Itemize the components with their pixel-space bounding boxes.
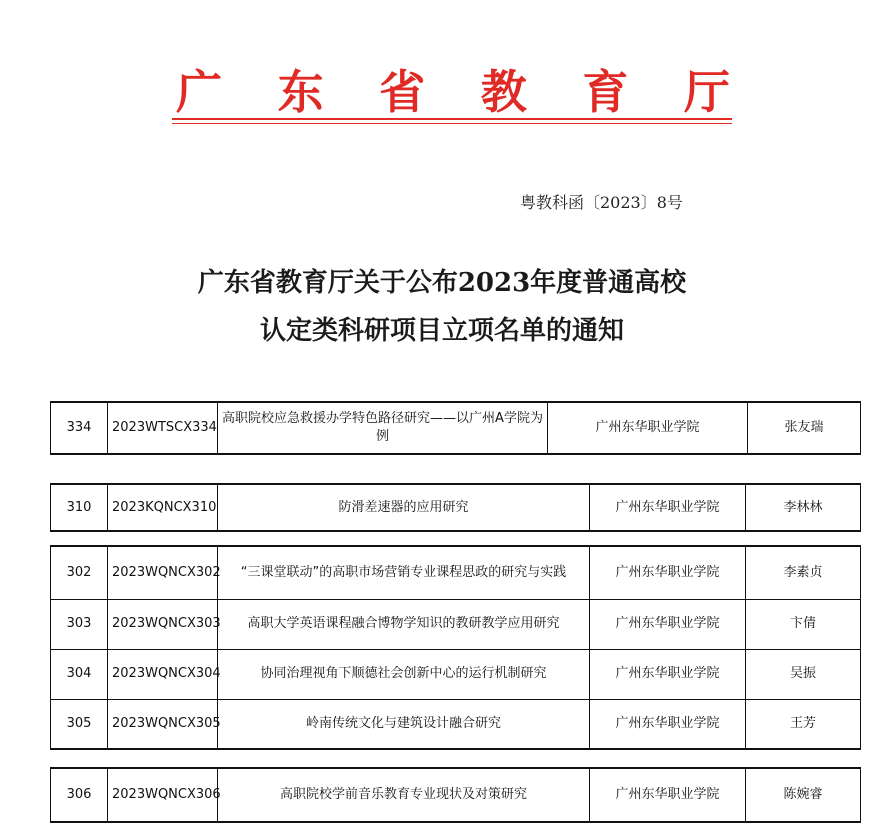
letterhead-char: 厅 bbox=[683, 65, 732, 119]
letterhead-char: 省 bbox=[379, 65, 428, 119]
cell-code: 2023WQNCX302 bbox=[108, 546, 218, 599]
cell-project: 岭南传统文化与建筑设计融合研究 bbox=[218, 699, 590, 749]
cell-leader: 王芳 bbox=[746, 699, 861, 749]
project-table-block bbox=[50, 545, 861, 750]
document-title-line1: 广东省教育厅关于公布2023年度普通高校 bbox=[197, 268, 687, 298]
cell-school: 广州东华职业学院 bbox=[590, 546, 746, 599]
cell-code: 2023WTSCX334 bbox=[108, 402, 218, 454]
cell-school: 广州东华职业学院 bbox=[590, 699, 746, 749]
cell-school: 广州东华职业学院 bbox=[548, 402, 748, 454]
cell-code: 2023WQNCX305 bbox=[108, 699, 218, 749]
document-title-line2: 认定类科研项目立项名单的通知 bbox=[259, 316, 624, 346]
project-table-block bbox=[50, 401, 861, 455]
cell-project: “三课堂联动”的高职市场营销专业课程思政的研究与实践 bbox=[218, 546, 590, 599]
cell-no: 303 bbox=[51, 599, 108, 649]
letterhead-char: 广 bbox=[176, 65, 224, 119]
cell-leader: 陈婉睿 bbox=[746, 768, 861, 822]
cell-project: 协同治理视角下顺德社会创新中心的运行机制研究 bbox=[218, 649, 590, 699]
cell-project: 高职大学英语课程融合博物学知识的教研教学应用研究 bbox=[218, 599, 590, 649]
cell-school: 广州东华职业学院 bbox=[590, 484, 746, 531]
cell-project: 高职院校应急救援办学特色路径研究——以广州A学院为例 bbox=[218, 402, 548, 454]
cell-no: 304 bbox=[51, 649, 108, 699]
cell-leader: 吴振 bbox=[746, 649, 861, 699]
table-row bbox=[51, 768, 861, 822]
letterhead-org-name bbox=[176, 56, 732, 122]
cell-code: 2023KQNCX310 bbox=[108, 484, 218, 531]
cell-leader: 李素贞 bbox=[746, 546, 861, 599]
table-row bbox=[51, 484, 861, 531]
cell-no: 310 bbox=[51, 484, 108, 531]
table-row bbox=[51, 546, 861, 599]
table-row bbox=[51, 599, 861, 649]
cell-project: 高职院校学前音乐教育专业现状及对策研究 bbox=[218, 768, 590, 822]
letterhead-red-rule bbox=[172, 118, 732, 120]
table-row bbox=[51, 649, 861, 699]
cell-code: 2023WQNCX303 bbox=[108, 599, 218, 649]
letterhead-char: 育 bbox=[582, 65, 631, 119]
cell-code: 2023WQNCX306 bbox=[108, 768, 218, 822]
table-row bbox=[51, 402, 861, 454]
cell-school: 广州东华职业学院 bbox=[590, 768, 746, 822]
letterhead-char: 东 bbox=[277, 65, 326, 119]
table-row bbox=[51, 699, 861, 749]
cell-leader: 卞倩 bbox=[746, 599, 861, 649]
letterhead-char: 教 bbox=[480, 65, 529, 119]
project-table-block bbox=[50, 767, 861, 823]
cell-no: 334 bbox=[51, 402, 108, 454]
cell-leader: 李林林 bbox=[746, 484, 861, 531]
cell-no: 302 bbox=[51, 546, 108, 599]
document-number: 粤教科函〔2023〕8号 bbox=[520, 193, 683, 212]
cell-no: 305 bbox=[51, 699, 108, 749]
cell-code: 2023WQNCX304 bbox=[108, 649, 218, 699]
cell-school: 广州东华职业学院 bbox=[590, 649, 746, 699]
cell-school: 广州东华职业学院 bbox=[590, 599, 746, 649]
cell-project: 防滑差速器的应用研究 bbox=[218, 484, 590, 531]
cell-leader: 张友瑞 bbox=[748, 402, 861, 454]
project-table-block bbox=[50, 483, 861, 532]
letterhead-red-rule-thin bbox=[172, 123, 732, 124]
cell-no: 306 bbox=[51, 768, 108, 822]
